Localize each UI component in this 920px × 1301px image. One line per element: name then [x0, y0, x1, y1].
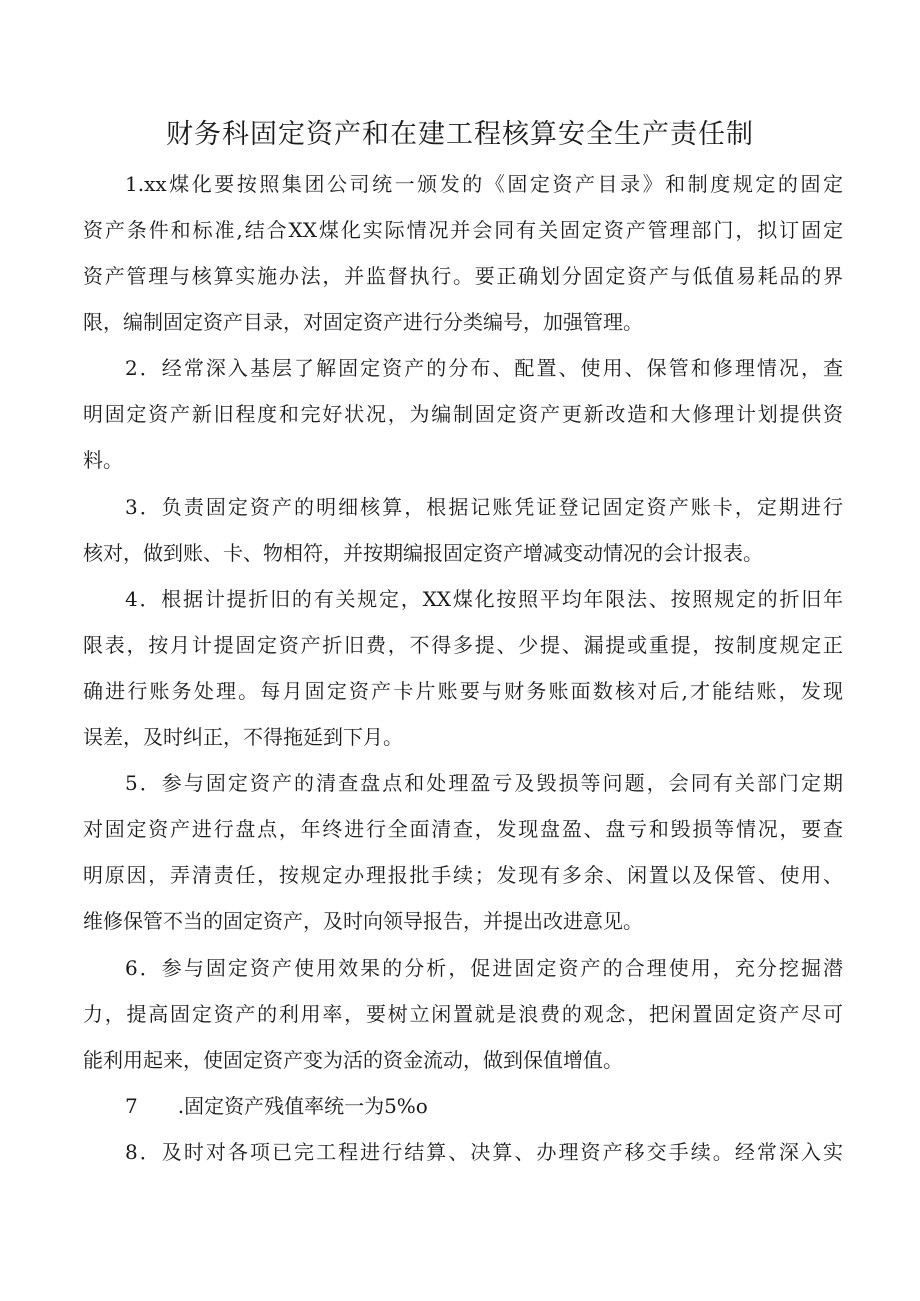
text-line: 对固定资产进行盘点，年终进行全面清查，发现盘盈、盘亏和毁损等情况，要查	[83, 817, 843, 841]
text-line: 力，提高固定资产的利用率，要树立闲置就是浪费的观念，把闲置固定资产尽可	[83, 1002, 843, 1026]
text-line: 5．参与固定资产的清查盘点和处理盈亏及毁损等问题，会同有关部门定期	[125, 771, 843, 795]
text-line: 1.xx煤化要按照集团公司统一颁发的《固定资产目录》和制度规定的固定	[125, 172, 843, 196]
text-line: 7 .固定资产残值率统一为5%o	[125, 1094, 428, 1118]
text-line: 能利用起来，使固定资产变为活的资金流动，做到保值增值。	[83, 1048, 623, 1072]
text-line: 明固定资产新旧程度和完好状况，为编制固定资产更新改造和大修理计划提供资	[83, 402, 843, 426]
text-line: 明原因，弄清责任，按规定办理报批手续；发现有多余、闲置以及保管、使用、	[83, 863, 843, 887]
text-line: 限表，按月计提固定资产折旧费，不得多提、少提、漏提或重提，按制度规定正	[83, 633, 843, 657]
text-line: 确进行账务处理。每月固定资产卡片账要与财务账面数核对后,才能结账，发现	[83, 679, 843, 703]
text-line: 资产条件和标准,结合XX煤化实际情况并会同有关固定资产管理部门，拟订固定	[83, 218, 843, 242]
text-line: 误差，及时纠正，不得拖延到下月。	[83, 725, 403, 749]
text-line: 6．参与固定资产使用效果的分析，促进固定资产的合理使用，充分挖掘潜	[125, 956, 843, 980]
text-line: 2．经常深入基层了解固定资产的分布、配置、使用、保管和修理情况，查	[125, 356, 843, 380]
text-line: 料。	[83, 448, 123, 472]
text-line: 限，编制固定资产目录，对固定资产进行分类编号，加强管理。	[83, 310, 643, 334]
text-line: 核对，做到账、卡、物相符，并按期编报固定资产增减变动情况的会计报表。	[83, 541, 763, 565]
text-line: 维修保管不当的固定资产，及时向领导报告，并提出改进意见。	[83, 909, 643, 933]
text-line: 8．及时对各项已完工程进行结算、决算、办理资产移交手续。经常深入实	[125, 1140, 843, 1164]
text-line: 3．负责固定资产的明细核算，根据记账凭证登记固定资产账卡，定期进行	[125, 495, 843, 519]
document-title: 财务科固定资产和在建工程核算安全生产责任制	[166, 119, 754, 150]
text-line: 资产管理与核算实施办法，并监督执行。要正确划分固定资产与低值易耗品的界	[83, 264, 843, 288]
text-line: 4．根据计提折旧的有关规定，XX煤化按照平均年限法、按照规定的折旧年	[125, 587, 843, 611]
